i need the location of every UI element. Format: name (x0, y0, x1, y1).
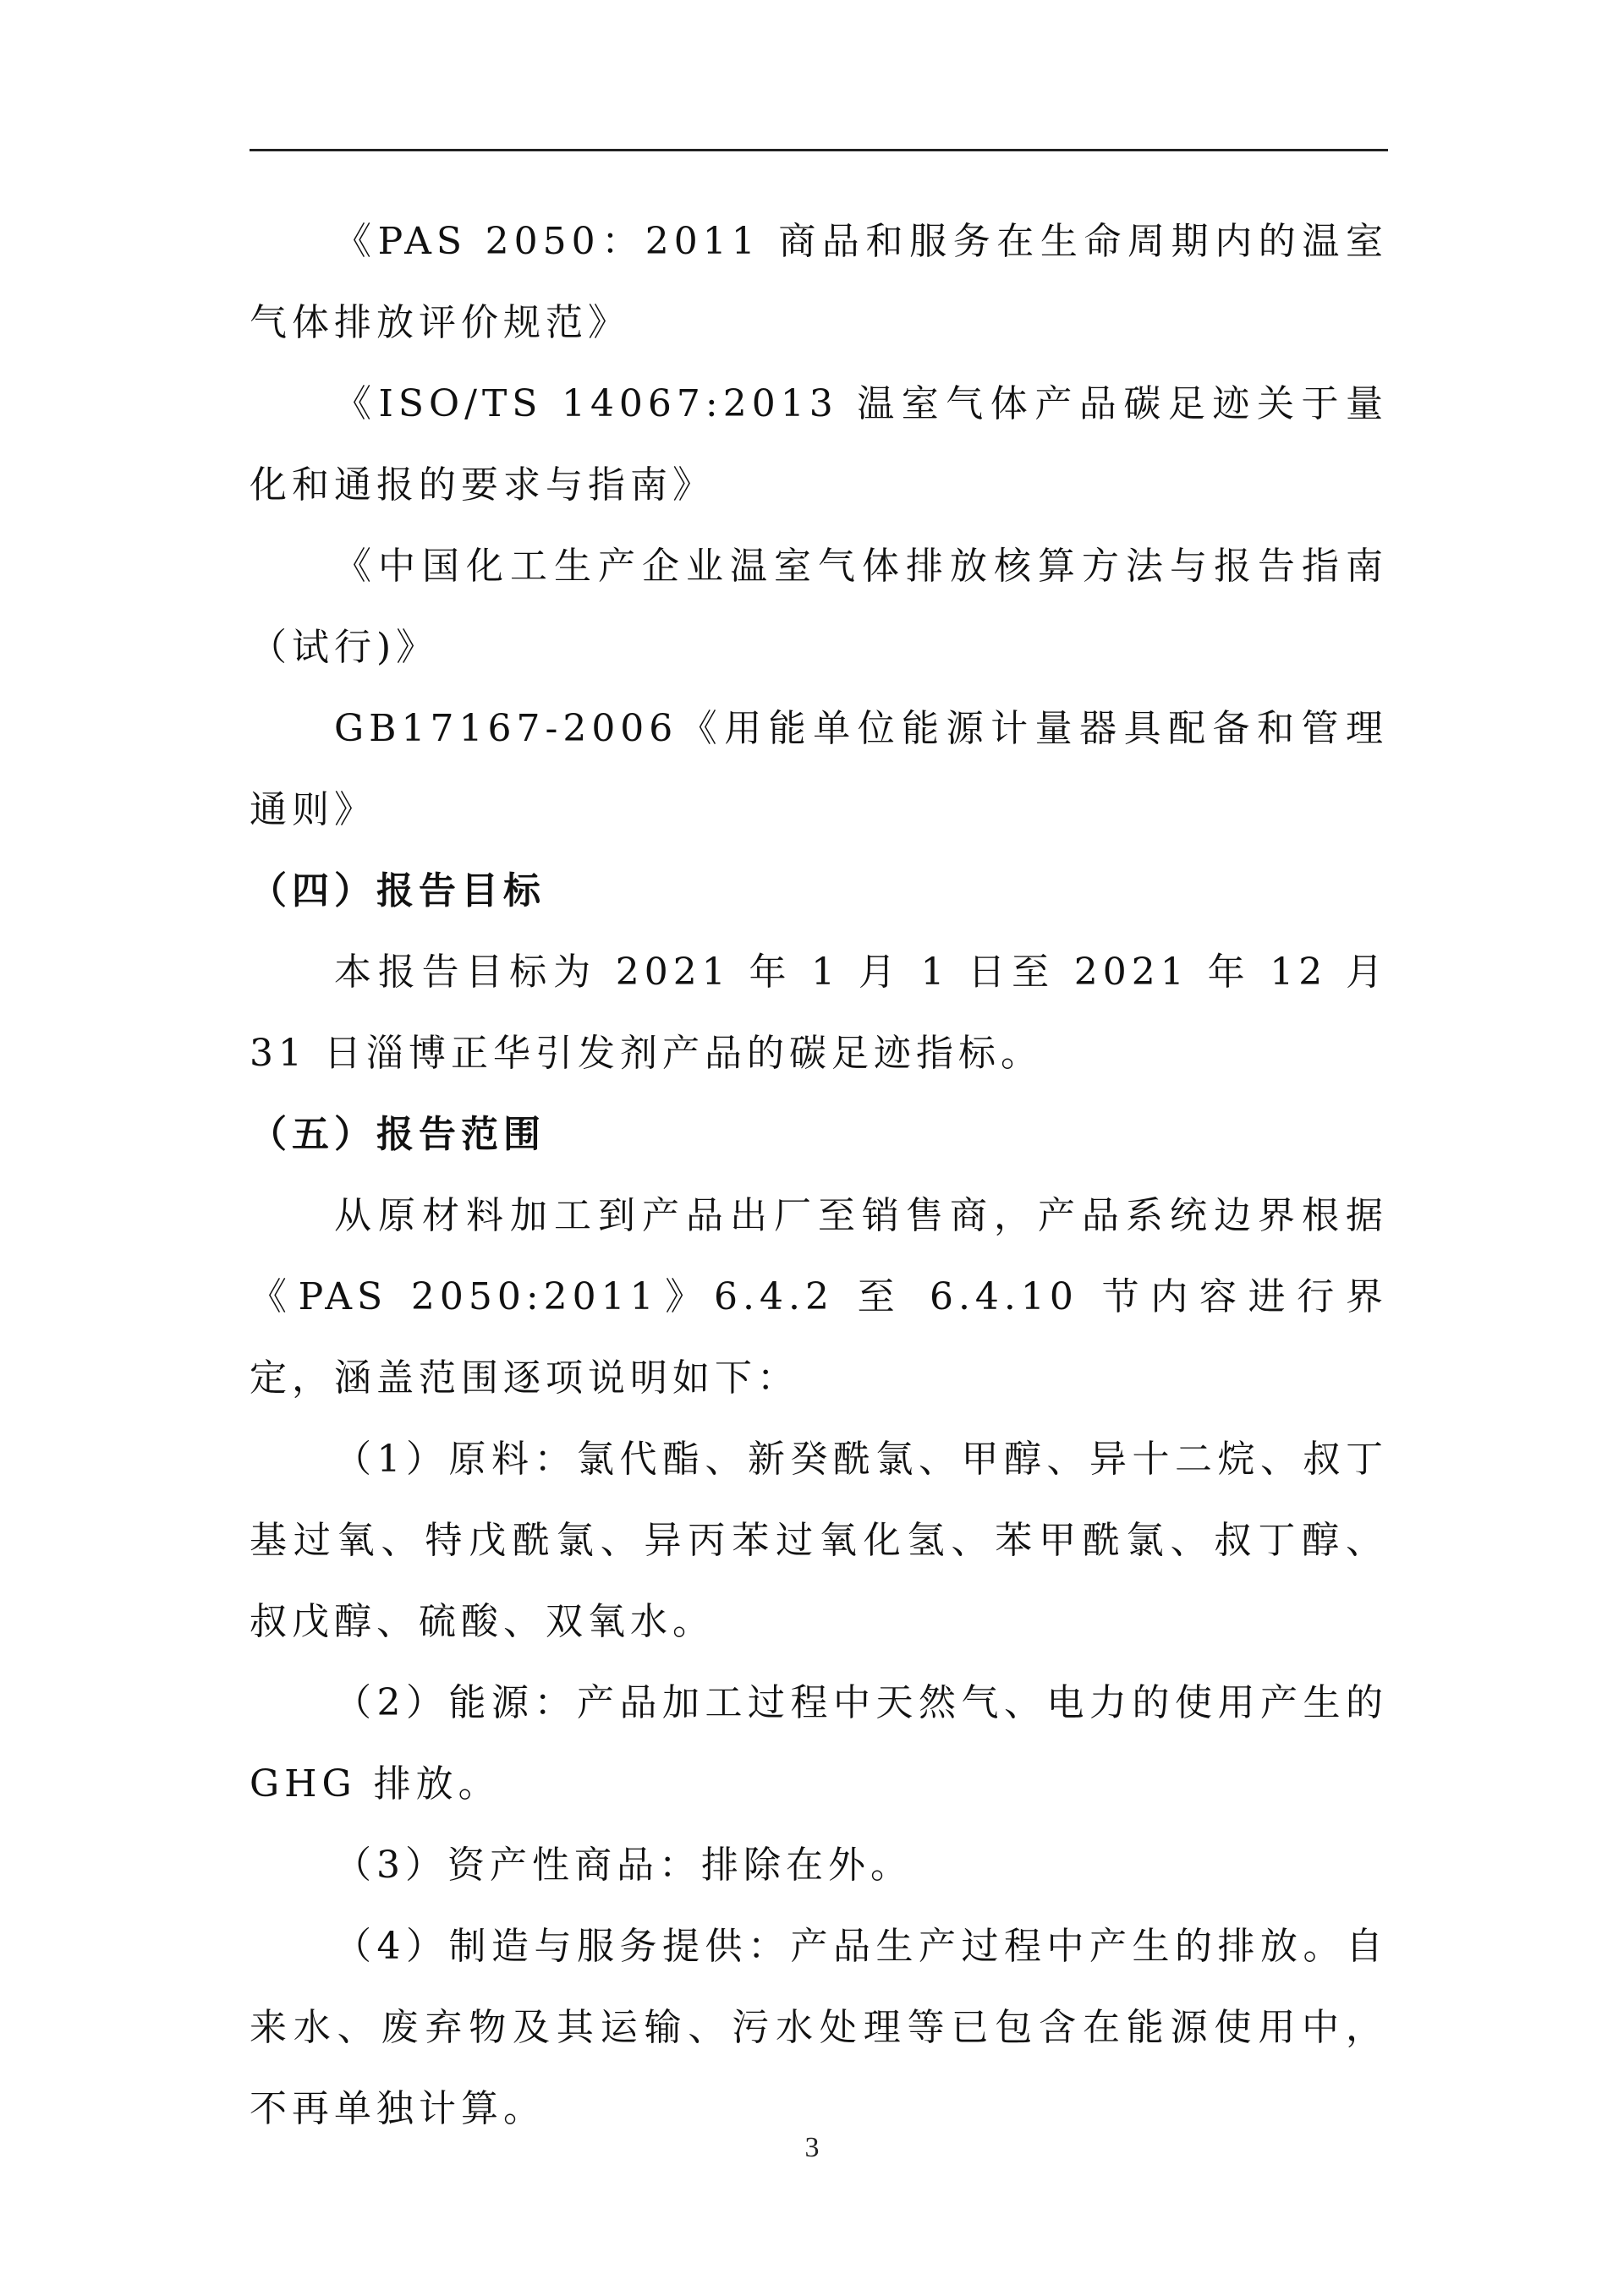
scope-item-manufacturing: （4）制造与服务提供：产品生产过程中产生的排放。自来水、废弃物及其运输、污水处理等已包含在能源使用中，不再单独计算。 (250, 1925, 1388, 2130)
header-rule (250, 149, 1388, 151)
section-heading-report-scope: （五）报告范围 (250, 1113, 546, 1156)
reference-gb17167: GB17167-2006《用能单位能源计量器具配备和管理通则》 (250, 707, 1388, 831)
reference-iso14067: 《ISO/TS 14067:2013 温室气体产品碳足迹关于量化和通报的要求与指南》 (250, 382, 1388, 507)
scope-item-capital-goods: （3）资产性商品：排除在外。 (334, 1844, 913, 1887)
reference-chem-guide: 《中国化工生产企业温室气体排放核算方法与报告指南（试行)》 (250, 545, 1388, 669)
section-heading-report-target: （四）报告目标 (250, 869, 546, 912)
document-body (250, 201, 1388, 2150)
reference-pas2050: 《PAS 2050：2011 商品和服务在生命周期内的温室气体排放评价规范》 (250, 220, 1388, 344)
report-target-text: 本报告目标为 2021 年 1 月 1 日至 2021 年 12 月 31 日淄博正华引发剂产品的碳足迹指标。 (250, 951, 1388, 1075)
scope-item-energy: （2）能源：产品加工过程中天然气、电力的使用产生的 GHG 排放。 (250, 1681, 1388, 1806)
page-number: 3 (804, 2132, 820, 2163)
report-scope-intro: 从原材料加工到产品出厂至销售商，产品系统边界根据《PAS 2050:2011》6.4.2 至 6.4.10 节内容进行界定，涵盖范围逐项说明如下： (250, 1194, 1388, 1400)
scope-item-raw-materials: （1）原料：氯代酯、新癸酰氯、甲醇、异十二烷、叔丁基过氧、特戊酰氯、异丙苯过氧化氢、苯甲酰氯、叔丁醇、叔戊醇、硫酸、双氧水。 (250, 1438, 1388, 1643)
